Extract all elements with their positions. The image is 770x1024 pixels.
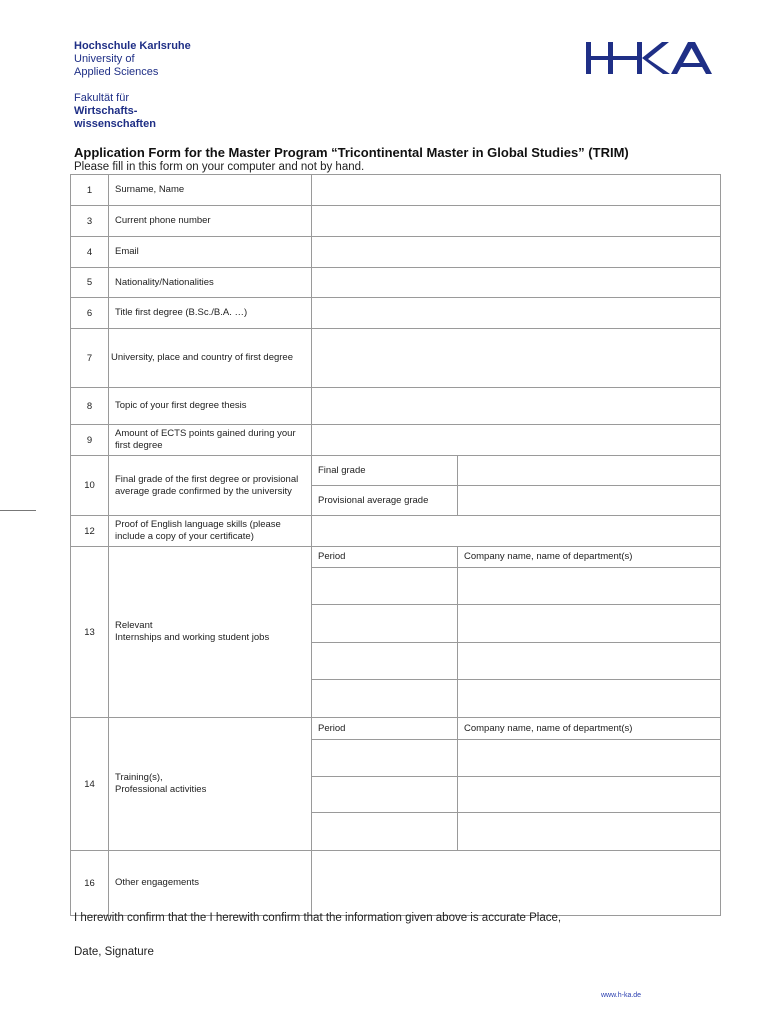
company-field[interactable] xyxy=(458,740,721,777)
company-field[interactable] xyxy=(458,777,721,813)
university-field[interactable] xyxy=(312,329,721,388)
provisional-grade-label: Provisional average grade xyxy=(312,486,458,516)
form-row-10a xyxy=(71,456,721,486)
period-field[interactable] xyxy=(312,643,458,680)
row-label: Title first degree (B.Sc./B.A. …) xyxy=(109,298,312,329)
email-field[interactable] xyxy=(312,237,721,268)
form-row-7 xyxy=(71,329,721,388)
form-instruction: Please fill in this form on your computer and not by hand. xyxy=(74,161,365,173)
row-label: Current phone number xyxy=(109,206,312,237)
row-number: 8 xyxy=(71,388,109,425)
degree-title-field[interactable] xyxy=(312,298,721,329)
row-number: 16 xyxy=(71,851,109,916)
row-label: Other engagements xyxy=(109,851,312,916)
row-number: 6 xyxy=(71,298,109,329)
form-row-16 xyxy=(71,851,721,916)
row-label: Surname, Name xyxy=(109,175,312,206)
surname-name-field[interactable] xyxy=(312,175,721,206)
final-grade-label: Final grade xyxy=(312,456,458,486)
row-label: Final grade of the first degree or provisional average grade confirmed by the university xyxy=(109,456,312,516)
form-row-4 xyxy=(71,237,721,268)
company-column-header: Company name, name of department(s) xyxy=(458,547,721,568)
row-label: Proof of English language skills (please include a copy of your certificate) xyxy=(109,516,312,547)
row-number: 9 xyxy=(71,425,109,456)
provisional-grade-field[interactable] xyxy=(458,486,721,516)
form-row-8 xyxy=(71,388,721,425)
faculty-line-3: wissenschaften xyxy=(74,118,156,130)
row-label xyxy=(109,547,312,718)
period-field[interactable] xyxy=(312,680,458,718)
other-engagements-field[interactable] xyxy=(312,851,721,916)
company-field[interactable] xyxy=(458,680,721,718)
form-row-1 xyxy=(71,175,721,206)
period-field[interactable] xyxy=(312,605,458,643)
confirmation-statement: I herewith confirm that the I herewith confirm that the information given above is accurate Place, xyxy=(74,912,562,924)
nationality-field[interactable] xyxy=(312,268,721,298)
english-proof-field[interactable] xyxy=(312,516,721,547)
period-field[interactable] xyxy=(312,813,458,851)
row-number: 4 xyxy=(71,237,109,268)
margin-mark xyxy=(0,510,36,511)
period-column-header: Period xyxy=(312,718,458,740)
form-row-14-header xyxy=(71,718,721,740)
row-label: University, place and country of first degree xyxy=(109,329,312,388)
institution-name: Hochschule Karlsruhe xyxy=(74,40,191,52)
row-label: Topic of your first degree thesis xyxy=(109,388,312,425)
row-label: Amount of ECTS points gained during your first degree xyxy=(109,425,312,456)
faculty-line-1: Fakultät für xyxy=(74,92,130,104)
row-label: Email xyxy=(109,237,312,268)
row-number: 7 xyxy=(71,329,109,388)
company-column-header: Company name, name of department(s) xyxy=(458,718,721,740)
period-column-header: Period xyxy=(312,547,458,568)
company-field[interactable] xyxy=(458,605,721,643)
page-title: Application Form for the Master Program “Tricontinental Master in Global Studies” (TRIM) xyxy=(74,145,629,160)
form-row-9 xyxy=(71,425,721,456)
institution-line-2: University of xyxy=(74,53,135,65)
form-row-12 xyxy=(71,516,721,547)
phone-field[interactable] xyxy=(312,206,721,237)
row-number: 12 xyxy=(71,516,109,547)
hka-logo xyxy=(586,40,726,76)
final-grade-field[interactable] xyxy=(458,456,721,486)
row-number: 3 xyxy=(71,206,109,237)
period-field[interactable] xyxy=(312,740,458,777)
ects-field[interactable] xyxy=(312,425,721,456)
row-label-line-2: Internships and working student jobs xyxy=(115,632,270,643)
company-field[interactable] xyxy=(458,643,721,680)
institution-line-3: Applied Sciences xyxy=(74,66,159,78)
row-label-line-1: Training(s), xyxy=(115,772,163,783)
form-row-13-header xyxy=(71,547,721,568)
period-field[interactable] xyxy=(312,777,458,813)
faculty-line-2: Wirtschafts- xyxy=(74,105,138,117)
institution-header xyxy=(74,40,191,131)
application-form-table xyxy=(70,174,721,916)
thesis-topic-field[interactable] xyxy=(312,388,721,425)
company-field[interactable] xyxy=(458,568,721,605)
row-number: 13 xyxy=(71,547,109,718)
row-label: Nationality/Nationalities xyxy=(109,268,312,298)
date-signature-label: Date, Signature xyxy=(74,946,154,958)
form-row-5 xyxy=(71,268,721,298)
row-label-line-1: Relevant xyxy=(115,620,153,631)
form-row-6 xyxy=(71,298,721,329)
form-row-3 xyxy=(71,206,721,237)
row-number: 14 xyxy=(71,718,109,851)
row-label-line-2: Professional activities xyxy=(115,784,207,795)
footer-website: www.h-ka.de xyxy=(601,992,642,999)
row-number: 10 xyxy=(71,456,109,516)
row-label xyxy=(109,718,312,851)
company-field[interactable] xyxy=(458,813,721,851)
period-field[interactable] xyxy=(312,568,458,605)
row-number: 5 xyxy=(71,268,109,298)
row-number: 1 xyxy=(71,175,109,206)
